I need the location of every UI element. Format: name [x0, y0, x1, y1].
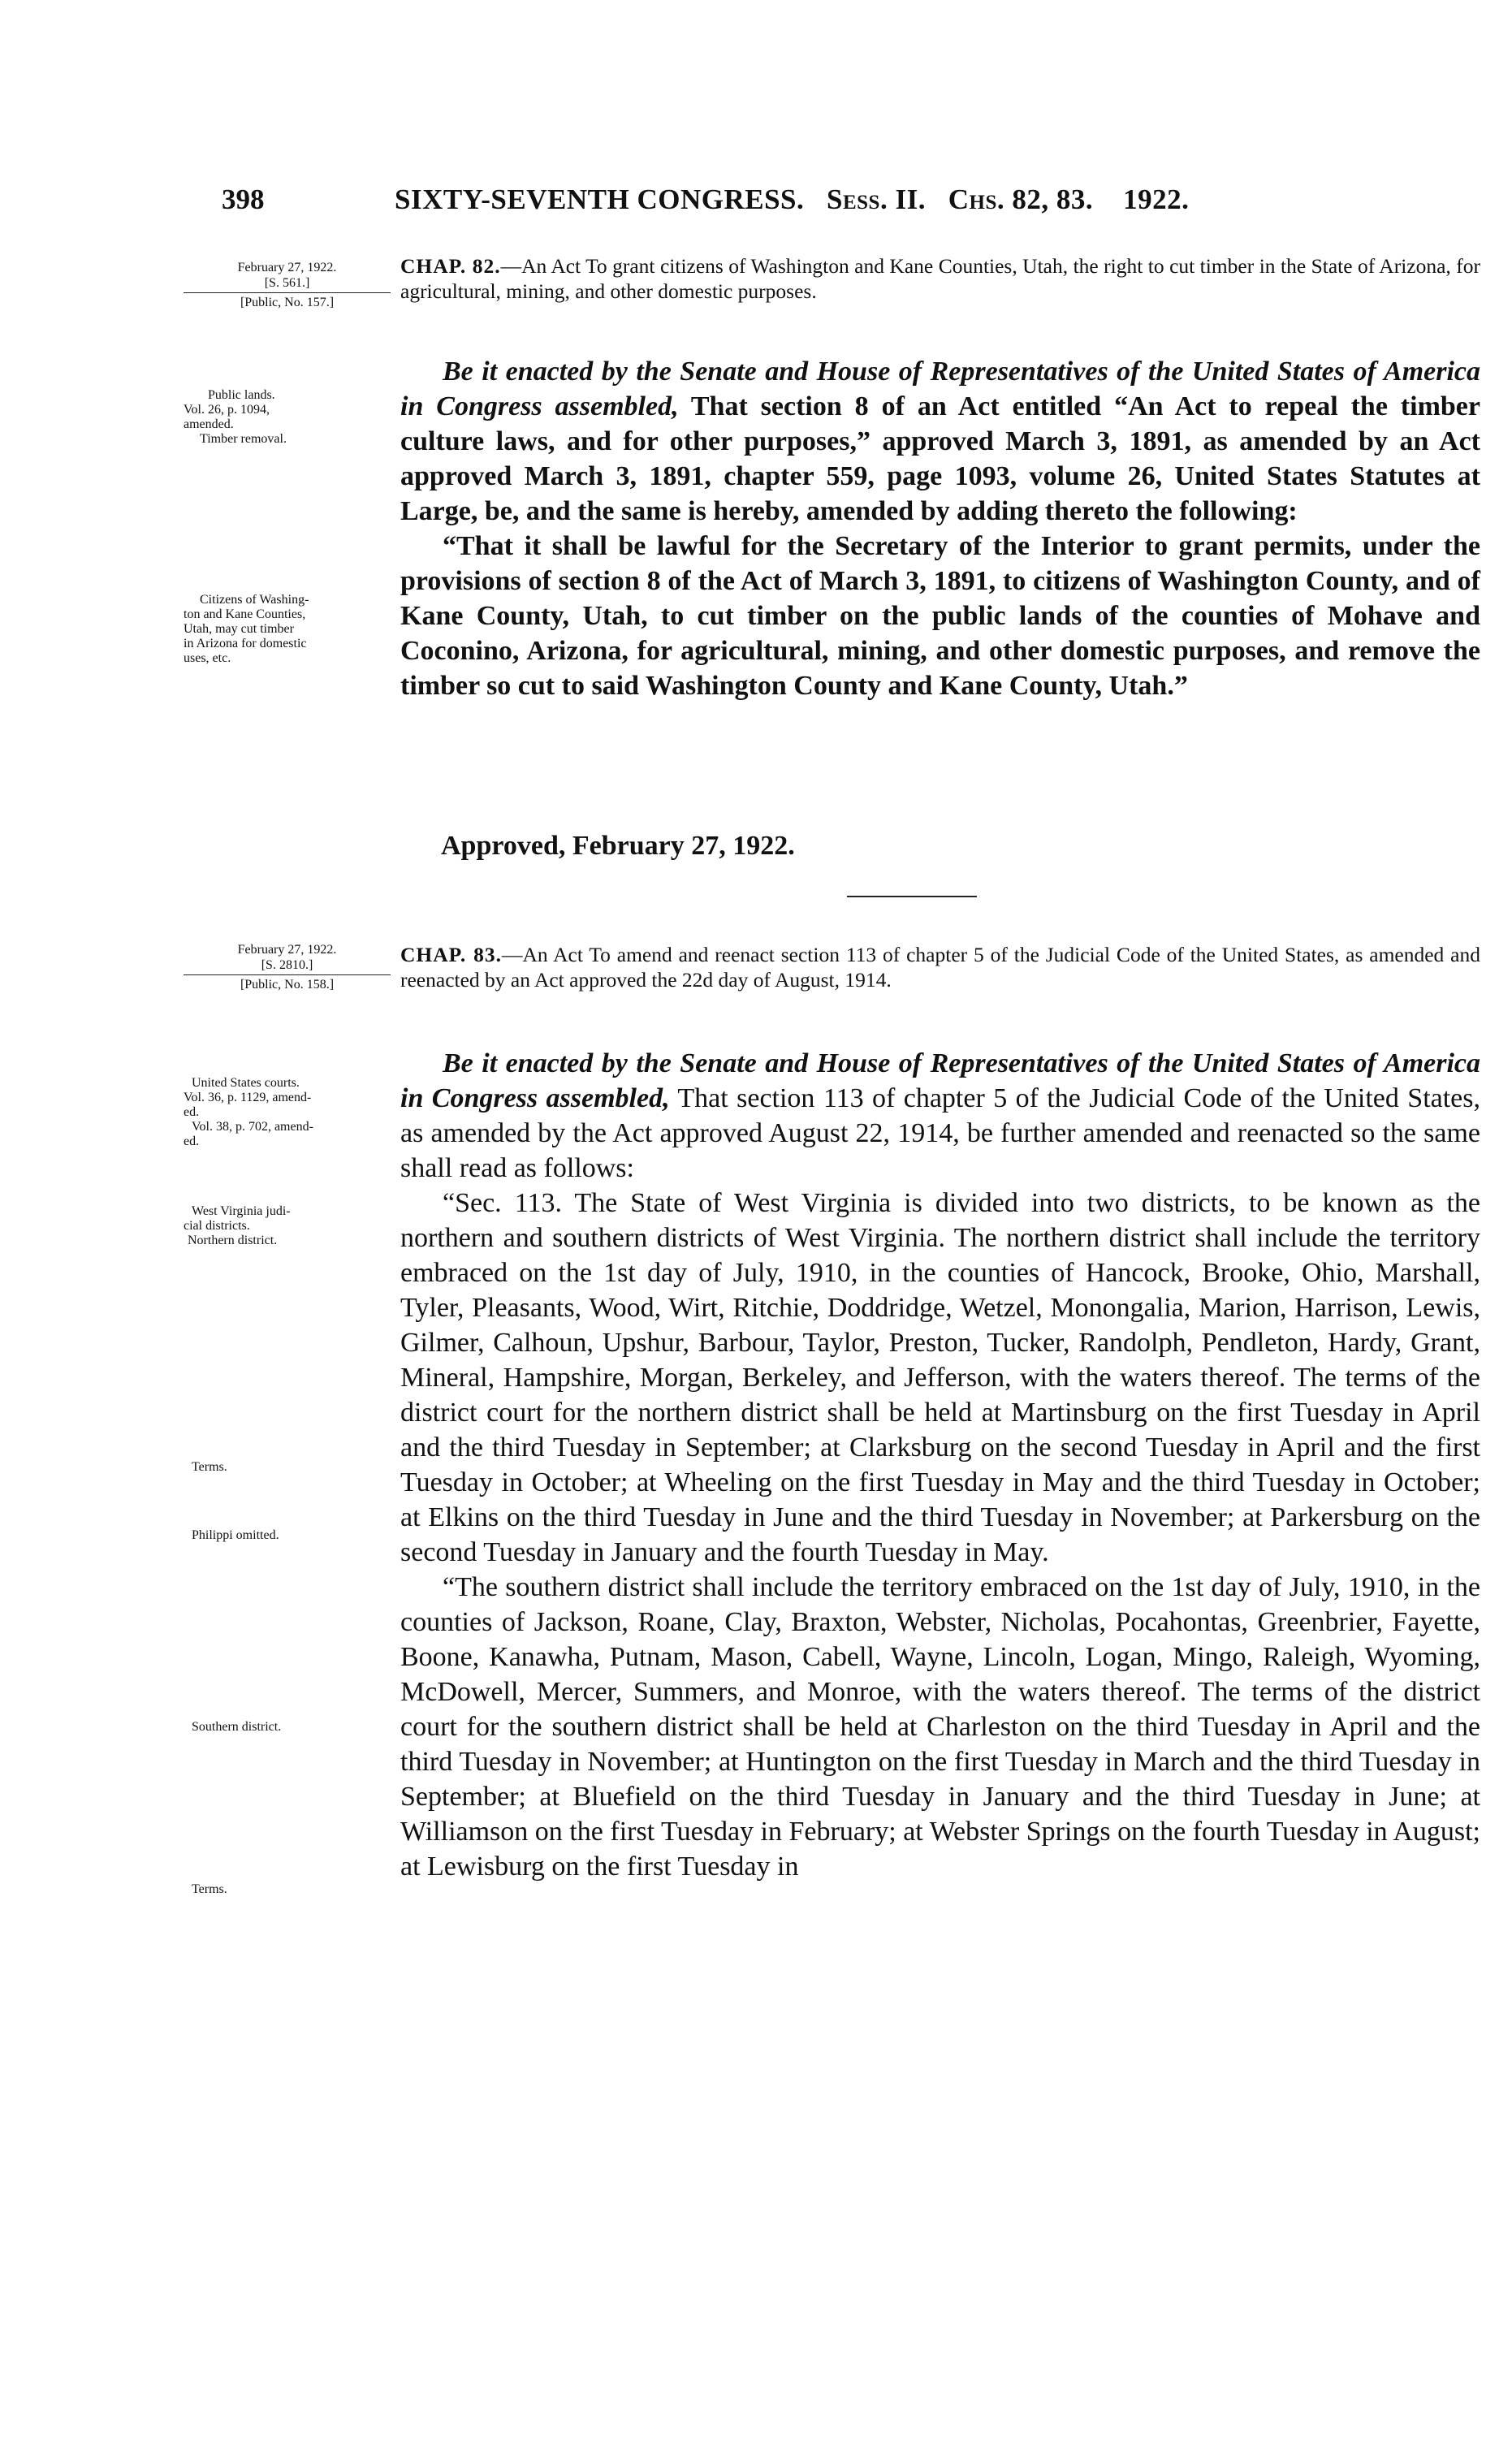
chap83-paragraph-2: “Sec. 113. The State of West Virginia is divided into two districts, to be known as the northern and southern districts of West Virginia. The northern district shall include the territory embraced on the 1st day of July, 1910, in the counties of Hancock, Brooke, Ohio, Marshall, Tyler, Pleasants, Wood, Wirt, Ritchie, Doddridge, Wetzel, Monongalia, Marion, Harrison, Lewis, Gilmer, Calhoun, Upshur, Barbour, Taylor, Preston, Tucker, Randolph, Pendleton, Hardy, Grant, Mineral, Hampshire, Morgan, Berkeley, and Jefferson, with the waters thereof. The terms of the district court for the northern district shall be held at Martinsburg on the first Tuesday in April and the third Tuesday in September; at Clarksburg on the second Tuesday in April and the first Tuesday in October; at Wheeling on the first Tuesday in May and the third Tuesday in October; at Elkins on the third Tuesday in June and the third Tuesday in November; at Parkersburg on the second Tuesday in January and the fourth Tuesday in May. — [400, 1188, 1480, 1567]
chap83-body — [400, 1046, 1480, 1884]
chap82-paragraph-1: Be it enacted by the Senate and House of Representatives of the United States of America in Congress assembled, That section 8 of an Act entitled “An Act to repeal the timber culture laws, and for other purposes,” approved March 3, 1891, as amended by an Act approved March 3, 1891, chapter 559, page 1093, volume 26, United States Statutes at Large, be, and the same is hereby, amended by adding thereto the following: — [400, 356, 1480, 526]
chap83-sidenote-terms-1: Terms. — [192, 1460, 227, 1474]
chap83-bill: [S. 2810.] — [261, 958, 313, 972]
chap82-margin-citation — [184, 260, 391, 310]
chap82-public-law: [Public, No. 157.] — [240, 296, 335, 309]
chap82-sidenote-public-lands: Public lands. Vol. 26, p. 1094, amended. Timber removal. — [184, 388, 287, 446]
chap82-enacting-clause: Be it enacted by the Senate and House of Representatives of the United States of America in Congress assembled, — [400, 356, 1480, 421]
chap83-margin-rule — [184, 974, 391, 975]
chap83-enacting-clause: Be it enacted by the Senate and House of Representatives of the United States of America in Congress assembled, — [400, 1048, 1480, 1113]
chap82-sidenote-citizens: Citizens of Washing- ton and Kane Counties, Utah, may cut timber in Arizona for domestic uses, etc. — [184, 593, 309, 665]
chap83-sidenote-southern: Southern district. — [192, 1720, 282, 1734]
chapter-separator-rule — [847, 896, 977, 897]
chap83-title — [400, 942, 1480, 992]
chap83-paragraph-1: Be it enacted by the Senate and House of Representatives of the United States of America in Congress assembled, That section 113 of chapter 5 of the Judicial Code of the United States, as amended by the Act approved August 22, 1914, be further amended and reenacted so the same shall read as follows: — [400, 1048, 1480, 1183]
chap82-bill: [S. 561.] — [264, 276, 310, 290]
chapters-label: Chs. 82, 83. — [948, 184, 1094, 215]
chap82-margin-rule — [184, 292, 391, 293]
chap83-date: February 27, 1922. — [237, 943, 337, 957]
chap82-approved: Approved, February 27, 1922. — [441, 831, 795, 861]
chap83-sidenote-west-virginia: West Virginia judi- cial districts. Northern district. — [184, 1204, 291, 1247]
chap82-date: February 27, 1922. — [237, 261, 337, 274]
chap82-label: CHAP. 82. — [400, 254, 501, 278]
chap82-body — [400, 354, 1480, 703]
page-number: 398 — [222, 184, 265, 215]
chap83-sidenote-courts: United States courts. Vol. 36, p. 1129, amend- ed. Vol. 38, p. 702, amend- ed. — [184, 1076, 313, 1148]
chap83-sidenote-terms-2: Terms. — [192, 1882, 227, 1896]
chap83-label: CHAP. 83. — [400, 943, 503, 966]
chap83-margin-citation — [184, 942, 391, 992]
congress-title: SIXTY-SEVENTH CONGRESS. — [395, 184, 805, 215]
session-label: Sess. II. — [827, 184, 926, 215]
chap82-title-text: —An Act To grant citizens of Washington and Kane Counties, Utah, the right to cut timber in the State of Arizona, for agricultural, mining, and other domestic purposes. — [400, 254, 1480, 303]
chap83-sidenote-philippi: Philippi omitted. — [192, 1528, 279, 1542]
chap82-paragraph-2: “That it shall be lawful for the Secretary of the Interior to grant permits, under the provisions of section 8 of the Act of March 3, 1891, to citizens of Washington County, and of Kane County, Utah, to cut timber on the public lands of the counties of Mohave and Coconino, Arizona, for agricultural, mining, and other domestic purposes, and remove the timber so cut to said Washington County and Kane County, Utah.” — [400, 531, 1480, 701]
chap83-public-law: [Public, No. 158.] — [240, 978, 335, 992]
chap83-paragraph-3: “The southern district shall include the territory embraced on the 1st day of July, 1910, in the counties of Jackson, Roane, Clay, Braxton, Webster, Nicholas, Pocahontas, Greenbrier, Fayette, Boone, Kanawha, Putnam, Mason, Cabell, Wayne, Lincoln, Logan, Mingo, Raleigh, Wyoming, McDowell, Mercer, Summers, and Monroe, with the waters thereof. The terms of the district court for the southern district shall be held at Charleston on the third Tuesday in April and the third Tuesday in November; at Huntington on the first Tuesday in March and the third Tuesday in September; at Bluefield on the third Tuesday in January and the third Tuesday in June; at Williamson on the first Tuesday in February; at Webster Springs on the fourth Tuesday in August; at Lewisburg on the first Tuesday in — [400, 1572, 1480, 1882]
chap82-title — [400, 253, 1480, 304]
running-head — [395, 184, 1189, 216]
chap83-title-text: —An Act To amend and reenact section 113 of chapter 5 of the Judicial Code of the United States, as amended and reenacted by an Act approved the 22d day of August, 1914. — [400, 943, 1480, 992]
year-label: 1922. — [1123, 184, 1190, 215]
